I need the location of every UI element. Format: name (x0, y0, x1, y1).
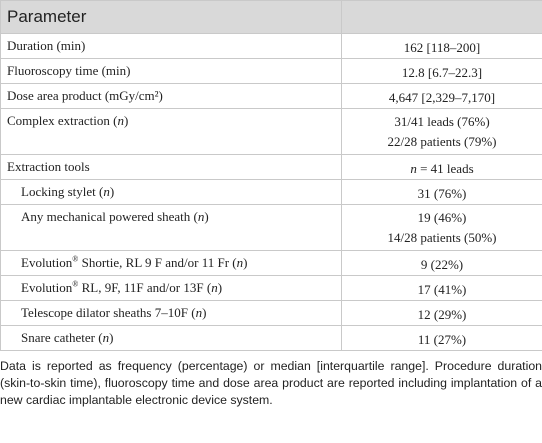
complex-leads: 31/41 leads (76%) (394, 114, 490, 129)
row-evolution-label: Evolution® RL, 9F, 11F and/or 13F (n) (1, 276, 342, 301)
row-snare-label: Snare catheter (n) (1, 326, 342, 351)
powered-leads: 19 (46%) (417, 210, 467, 225)
row-tools-value: n = 41 leads (342, 155, 542, 180)
table-footnote: Data is reported as frequency (percentage) or median [interquartile range]. Procedure duration (skin-to-skin time), fluoroscopy time and dose area product are reported including implantation of a new cardiac implantable electronic device system. (0, 359, 542, 407)
row-duration-label: Duration (min) (1, 34, 342, 59)
row-powered-value (342, 205, 542, 251)
row-fluoro-label: Fluoroscopy time (min) (1, 59, 342, 84)
row-snare-value: 11 (27%) (342, 326, 542, 351)
row-shortie-value: 9 (22%) (342, 251, 542, 276)
header-value (342, 1, 542, 34)
table-row (1, 109, 542, 155)
table-row (1, 205, 542, 251)
row-telescope-value: 12 (29%) (342, 301, 542, 326)
table-row (1, 84, 542, 109)
row-duration-value: 162 [118–200] (342, 34, 542, 59)
row-fluoro-value: 12.8 [6.7–22.3] (342, 59, 542, 84)
table-row (1, 59, 542, 84)
table-row (1, 276, 542, 301)
table-row (1, 180, 542, 205)
table-row (1, 301, 542, 326)
row-shortie-label: Evolution® Shortie, RL 9 F and/or 11 Fr (n) (1, 251, 342, 276)
table-row (1, 251, 542, 276)
row-tools-label: Extraction tools (1, 155, 342, 180)
row-stylet-value: 31 (76%) (342, 180, 542, 205)
table-row (1, 326, 542, 351)
row-complex-label: Complex extraction (n) (1, 109, 342, 155)
table-row (1, 155, 542, 180)
table-row (1, 34, 542, 59)
row-dap-value: 4,647 [2,329–7,170] (342, 84, 542, 109)
row-complex-value (342, 109, 542, 155)
powered-patients: 14/28 patients (50%) (387, 230, 497, 245)
header-row (1, 1, 542, 34)
row-dap-label: Dose area product (mGy/cm²) (1, 84, 342, 109)
row-telescope-label: Telescope dilator sheaths 7–10F (n) (1, 301, 342, 326)
header-parameter: Parameter (1, 1, 342, 34)
row-powered-label: Any mechanical powered sheath (n) (1, 205, 342, 251)
complex-patients: 22/28 patients (79%) (387, 134, 497, 149)
row-stylet-label: Locking stylet (n) (1, 180, 342, 205)
row-evolution-value: 17 (41%) (342, 276, 542, 301)
